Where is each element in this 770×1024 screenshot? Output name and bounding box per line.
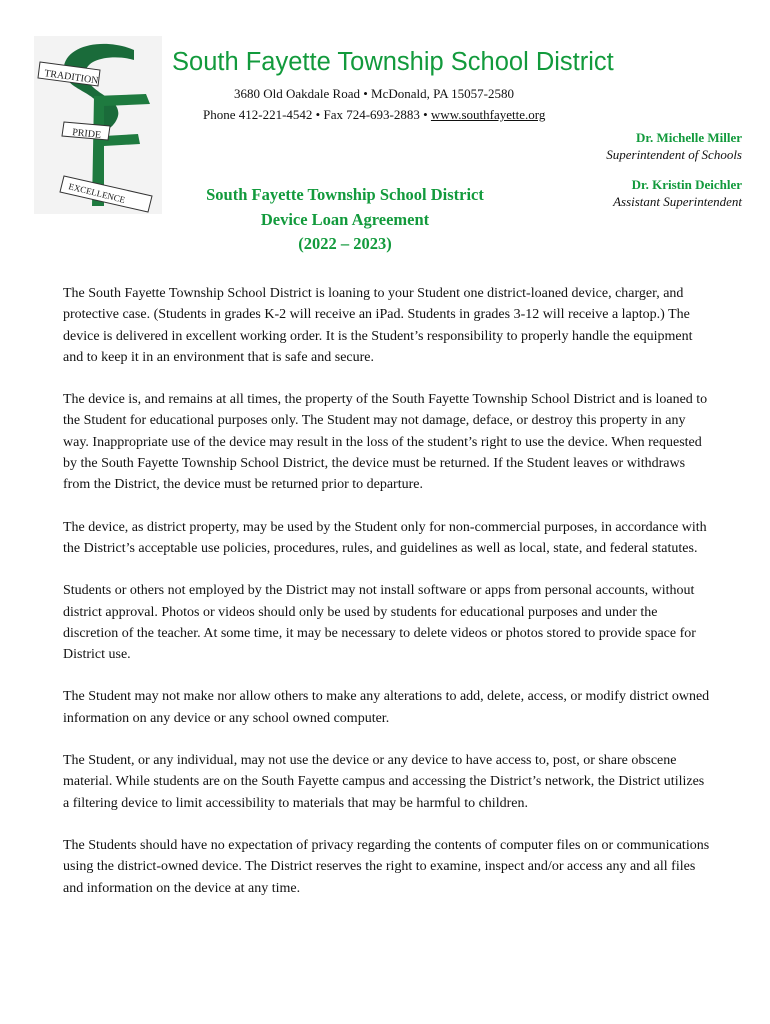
official-name: Dr. Michelle Miller — [635, 130, 742, 145]
logo-text-excellence: EXCELLENCE — [67, 181, 127, 205]
agreement-title — [200, 183, 490, 257]
phone-fax: Phone 412-221-4542 • Fax 724-693-2883 • — [203, 107, 431, 122]
agreement-body — [63, 283, 713, 920]
website-link[interactable]: www.southfayette.org — [430, 107, 546, 122]
official-title: Superintendent of Schools — [606, 147, 742, 162]
contact-line — [203, 107, 545, 123]
logo-text-tradition: TRADITION — [43, 68, 100, 87]
agreement-title-line1: South Fayette Township School District — [206, 185, 484, 204]
logo-text-pride: PRIDE — [71, 127, 102, 142]
official-title: Assistant Superintendent — [613, 194, 742, 209]
agreement-title-line3: (2022 – 2023) — [298, 234, 392, 253]
paragraph: The Student may not make nor allow others to make any alterations to add, delete, access, or modify district owned information on any device or any school owned computer. — [63, 689, 710, 726]
agreement-title-line2: Device Loan Agreement — [260, 209, 430, 229]
official-name: Dr. Kristin Deichler — [631, 177, 742, 192]
paragraph: The Students should have no expectation of privacy regarding the contents of computer files on or communications using the district-owned device. The District reserves the right to examine, inspect and/or access any and all files and information on the device at any time. — [63, 837, 710, 896]
paragraph: The South Fayette Township School District is loaning to your Student one district-loaned device, charger, and protective case. (Students in grades K-2 will receive an iPad. Students in grades 3-12 will receive a laptop.) The device is delivered in excellent working order. It is the Student’s responsibility to properly handle the equipment and to keep it in an environment that is safe and secure. — [63, 286, 693, 365]
district-name: South Fayette Township School District — [172, 48, 614, 76]
officials-block — [606, 130, 742, 210]
official-superintendent — [606, 130, 742, 163]
paragraph: The Student, or any individual, may not use the device or any device to have access to, post, or share obscene material. While students are on the South Fayette campus and accessing the District’s network, the District utilizes a filtering device to limit accessibility to materials that may be harmful to children. — [63, 753, 705, 811]
district-logo — [34, 36, 162, 214]
official-assistant-superintendent — [606, 177, 742, 210]
paragraph: The device is, and remains at all times, the property of the South Fayette Township School District and is loaned to the Student for educational purposes only. The Student may not damage, deface, or destroy this property in any way. Inappropriate use of the device may result in the loss of the student’s right to use the device. When requested by the South Fayette Township School District, the device must be returned. If the Student leaves or withdraws from the District, the device must be returned prior to departure. — [63, 392, 708, 493]
district-address: 3680 Old Oakdale Road • McDonald, PA 15057-2580 — [234, 86, 514, 101]
paragraph: Students or others not employed by the District may not install software or apps from personal accounts, without district approval. Photos or videos should only be used by students for educational purposes and under the discretion of the teacher. At some time, it may be necessary to delete videos or photos stored to provide space for District use. — [63, 583, 696, 663]
paragraph: The device, as district property, may be used by the Student only for non-commercial purposes, in accordance with the District’s acceptable use policies, procedures, rules, and guidelines as well as local, state, and federal statutes. — [63, 519, 707, 556]
